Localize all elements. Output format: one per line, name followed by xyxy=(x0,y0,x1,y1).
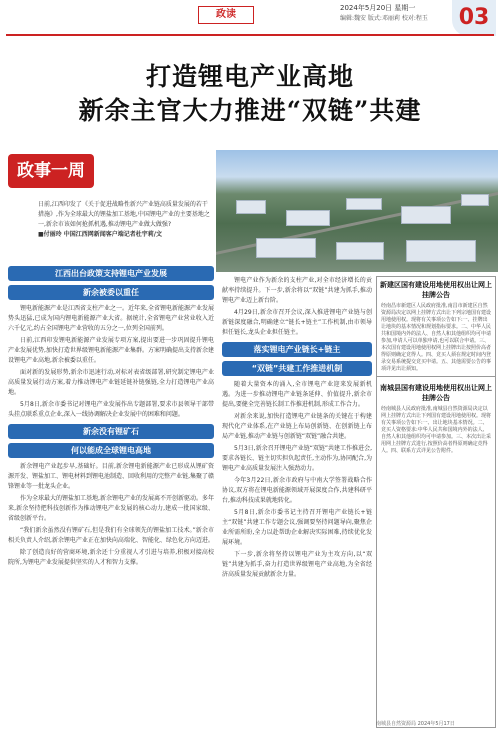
column-badge: 政事一周 xyxy=(8,154,94,188)
paragraph: 对新余来说,加快打造锂电产业链条的关键在于构建现代化产业体系,在产业链上布局创新链、在创新链上布局产业链,推动产业链与创新链“双链”融合共建。 xyxy=(222,413,372,440)
paragraph: 日前,江西印发锂电新能源产业发展专项方案,提出要进一步巩固提升锂电产业发展优势,加快打造世界级锂电新能源产业集群。方案明确提出支持新余建设锂电产业高地,新余被委以重任。 xyxy=(8,337,214,364)
editor-credits: 编辑:魏安 版式:邓丽莉 校对:程玉 xyxy=(340,15,428,22)
notice-title: 南城县国有建设用地使用权出让网上挂牌公告 xyxy=(380,384,492,402)
notice-footer: 南城县自然资源局 2024年5月17日 xyxy=(376,721,455,727)
subheading: 落实锂电产业链长+链主 xyxy=(222,342,372,357)
subheading: 何以能成全球锂电高地 xyxy=(8,443,214,458)
intro-text: 日前,江西印发了《关于促进战略性新兴产业链高质量发展的若干措施》,作为全球最大的锂盐加工基地,中国锂电产业的主要基地之一,新余市该如何抢抓机遇,推动锂电产业做大做强? xyxy=(38,201,210,228)
photo-building xyxy=(256,238,316,258)
paragraph: 5月8日,新余市委书记对锂电产业发展作出专题部署,要求市县领导干部带头挂点联系重点企业,深入一线协调解决企业发展中的困难和问题。 xyxy=(8,401,214,418)
photo-building xyxy=(336,242,384,260)
paragraph: 除了创造良好的营商环境,新余还十分重视人才引进与培养,积极对接高校院所,为锂电产业发展提供坚实的人才和智力支撑。 xyxy=(8,549,214,566)
article-column-1 xyxy=(8,262,214,732)
paragraph: “我们新余虽然没有锂矿石,但是我们有全球领先的锂盐加工技术。”新余市相关负责人介绍,新余锂电产业正在加快向高端化、智能化、绿色化方向迈进。 xyxy=(8,527,214,544)
paragraph: 作为全球最大的锂盐加工基地,新余锂电产业的发展离不开创新驱动。多年来,新余坚持把科技创新作为推动锂电产业发展的核心动力,建成一批国家级、省级创新平台。 xyxy=(8,495,214,522)
photo-building xyxy=(236,200,266,214)
subheading: 新余被委以重任 xyxy=(8,285,214,300)
notice-divider xyxy=(377,376,495,377)
article-column-2 xyxy=(222,276,372,728)
notice-title: 新建区国有建设用地使用权出让网上挂牌公告 xyxy=(380,281,492,299)
intro-byline: ■付丽玲 中国江西网新闻客户端记者杜宇莉/文 xyxy=(38,231,162,238)
photo-building xyxy=(406,240,476,262)
headline-line1: 打造锂电产业高地 xyxy=(145,62,354,91)
page-number: 03 xyxy=(452,0,496,36)
paragraph: 锂电新能源产业是江西省支柱产业之一。近年来,全省锂电新能源产业发展势头迅猛,已成为国内锂电新能源产业大省。据统计,全省锂电产业营业收入近六千亿元,约占全国锂电产业营收的五分之一,位列全国前列。 xyxy=(8,305,214,332)
paragraph: 今年3月22日,新余市政府与中南大学签署战略合作协议,双方将在锂电新能源领域开展深度合作,共建科研平台,推动科技成果就地转化。 xyxy=(222,477,372,504)
photo-building xyxy=(461,194,489,206)
paragraph: 5月8日,新余市委书记主持召开锂电产业链长+链主“双链”共建工作专题会议,强调要坚持问题导向,聚焦企业所需所盼,全力以赴帮助企业解决实际困难,持续优化发展环境。 xyxy=(222,509,372,546)
paragraph: 随着大量资本的涌入,全市锂电产业迎来发展新机遇。为进一步推动锂电产业链条延伸、价值提升,新余市提出,要健全完善链长制工作推进机制,形成工作合力。 xyxy=(222,381,372,408)
paragraph: 下一步,新余将坚持以锂电产业为主攻方向,以“双链”共建为抓手,奋力打造世界级锂电产业高地,为全省经济高质量发展贡献新余力量。 xyxy=(222,551,372,578)
notice-text: 经南昌市新建区人民政府批准,南昌市新建区自然资源局决定以网上挂牌方式出让下列宗地国有建设用地使用权。现将有关事项公告如下:一、挂牌出让地块的基本情况和规划指标要求。二、中华人民共和国境内外的法人、自然人和其他组织均可申请参加,申请人可以单独申请,也可以联合申请。三、本次国有建设用地使用权网上挂牌出让按照价高者得原则确定竞得人。四、竞买人须在规定时间内登录交易系统提交竞买申请。五、其他需要公告的事项详见出让须知。 xyxy=(381,303,492,372)
subheading: 江西出台政策支持锂电产业发展 xyxy=(8,266,214,281)
paragraph: 锂电产业作为新余的支柱产业,对全市经济增长的贡献率持续提升。下一步,新余将以“双链”共建为抓手,推动锂电产业迈上新台阶。 xyxy=(222,277,372,304)
intro-block xyxy=(38,200,210,240)
paragraph: 面对新的发展形势,新余市迅速行动,对标对表省级部署,研究制定锂电产业高质量发展行动方案,着力推动锂电产业链延链补链强链,全力打造锂电产业高地。 xyxy=(8,369,214,396)
paragraph: 4月29日,新余市召开会议,深入推进锂电产业链与创新链深度融合,明确建立“链长+链主”工作机制,由市领导担任链长,龙头企业担任链主。 xyxy=(222,309,372,336)
paragraph: 5月3日,新余召开锂电产业链“双链”共建工作推进会,要求各链长、链主切实担负起责任,主动作为,协同配合,为锂电产业高质量发展注入强劲动力。 xyxy=(222,445,372,472)
paragraph: 新余锂电产业起步早,基础好。目前,新余锂电新能源产业已形成从锂矿资源开发、锂盐加工、锂电材料到锂电池制造、回收利用的完整产业链,集聚了赣锋锂业等一批龙头企业。 xyxy=(8,463,214,490)
issue-date: 2024年5月20日 星期一 xyxy=(340,4,416,12)
subheading: 新余没有锂矿石 xyxy=(8,424,214,439)
photo-building xyxy=(401,206,451,224)
land-notice-panel xyxy=(376,276,496,728)
notice-text: 经南城县人民政府批准,南城县自然资源局决定以网上挂牌方式出让下列国有建设用地使用权。现将有关事项公告如下:一、出让地块基本情况。二、竞买人资格要求:中华人民共和国境内外的法人、自然人和其他组织均可申请参加。三、本次出让采用网上挂牌方式进行,按照价高者得原则确定竞得人。四、联系方式详见公告附件。 xyxy=(381,406,492,454)
headline xyxy=(0,60,500,128)
headline-line2: 新余主官大力推进“双链”共建 xyxy=(78,96,422,125)
aerial-photo xyxy=(216,150,498,272)
subheading: “双链”共建工作推进机制 xyxy=(222,361,372,376)
header-rule xyxy=(6,34,494,36)
photo-building xyxy=(346,198,382,210)
section-tag: 政读 xyxy=(198,6,254,24)
photo-building xyxy=(286,210,330,226)
